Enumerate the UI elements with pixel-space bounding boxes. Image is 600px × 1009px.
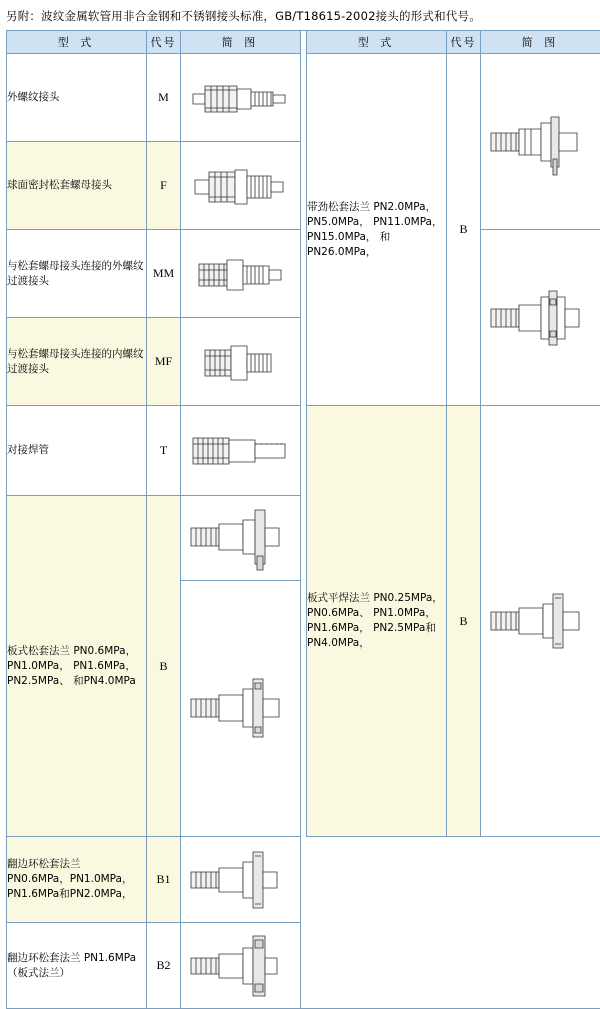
left-code-6: B [147, 496, 181, 837]
left-code-4: MF [147, 318, 181, 406]
left-type-3: 与松套螺母接头连接的外螺纹过渡接头 [7, 230, 147, 318]
left-code-5: T [147, 406, 181, 496]
left-type-5: 对接焊管 [7, 406, 147, 496]
table-header-row [7, 31, 600, 54]
left-figure-6b [181, 581, 301, 837]
right-figure-1b [481, 230, 600, 406]
right-type-5: 翻边环松套法兰 PN1.6MPa（板式法兰） [7, 923, 147, 1009]
left-figure-4 [181, 318, 301, 406]
left-type-1: 外螺纹接头 [7, 54, 147, 142]
left-type-6: 板式松套法兰 PN0.6MPa，PN1.0MPa， PN1.6MPa，PN2.5MPa、 和PN4.0MPa [7, 496, 147, 837]
left-code-3: MM [147, 230, 181, 318]
table-row [7, 54, 600, 142]
connector-standards-table [6, 30, 600, 1009]
right-figure-4 [181, 837, 301, 923]
left-figure-1 [181, 54, 301, 142]
right-figure-1a [481, 54, 600, 230]
right-type-4: 翻边环松套法兰 PN0.6MPa，PN1.0MPa， PN1.6MPa和PN2.0MPa， [7, 837, 147, 923]
right-figure-5 [181, 923, 301, 1009]
right-code-2: B [447, 406, 481, 837]
header-code-right: 代号 [447, 31, 481, 54]
header-code-left: 代号 [147, 31, 181, 54]
right-figure-2 [481, 406, 600, 837]
left-type-4: 与松套螺母接头连接的内螺纹过渡接头 [7, 318, 147, 406]
right-type-1: 带劲松套法兰 PN2.0MPa，PN5.0MPa， PN11.0MPa，PN15.0MPa， 和PN26.0MPa， [307, 54, 447, 406]
right-code-4: B1 [147, 837, 181, 923]
left-code-2: F [147, 142, 181, 230]
right-code-1: B [447, 54, 481, 406]
right-code-5: B2 [147, 923, 181, 1009]
left-code-1: M [147, 54, 181, 142]
page-title: 另附：波纹金属软管用非合金钢和不锈钢接头标准，GB/T18615-2002接头的形式和代号。 [0, 0, 600, 30]
header-figure-right: 简 图 [481, 31, 600, 54]
left-figure-3 [181, 230, 301, 318]
left-type-2: 球面密封松套螺母接头 [7, 142, 147, 230]
header-figure-left: 简 图 [181, 31, 301, 54]
left-figure-2 [181, 142, 301, 230]
left-figure-6a [181, 496, 301, 581]
left-figure-5 [181, 406, 301, 496]
header-type-right: 型 式 [307, 31, 447, 54]
right-type-2: 板式平焊法兰 PN0.25MPa，PN0.6MPa、 PN1.0MPa，PN1.6MPa， PN2.5MPa和PN4.0MPa， [307, 406, 447, 837]
header-type-left: 型 式 [7, 31, 147, 54]
